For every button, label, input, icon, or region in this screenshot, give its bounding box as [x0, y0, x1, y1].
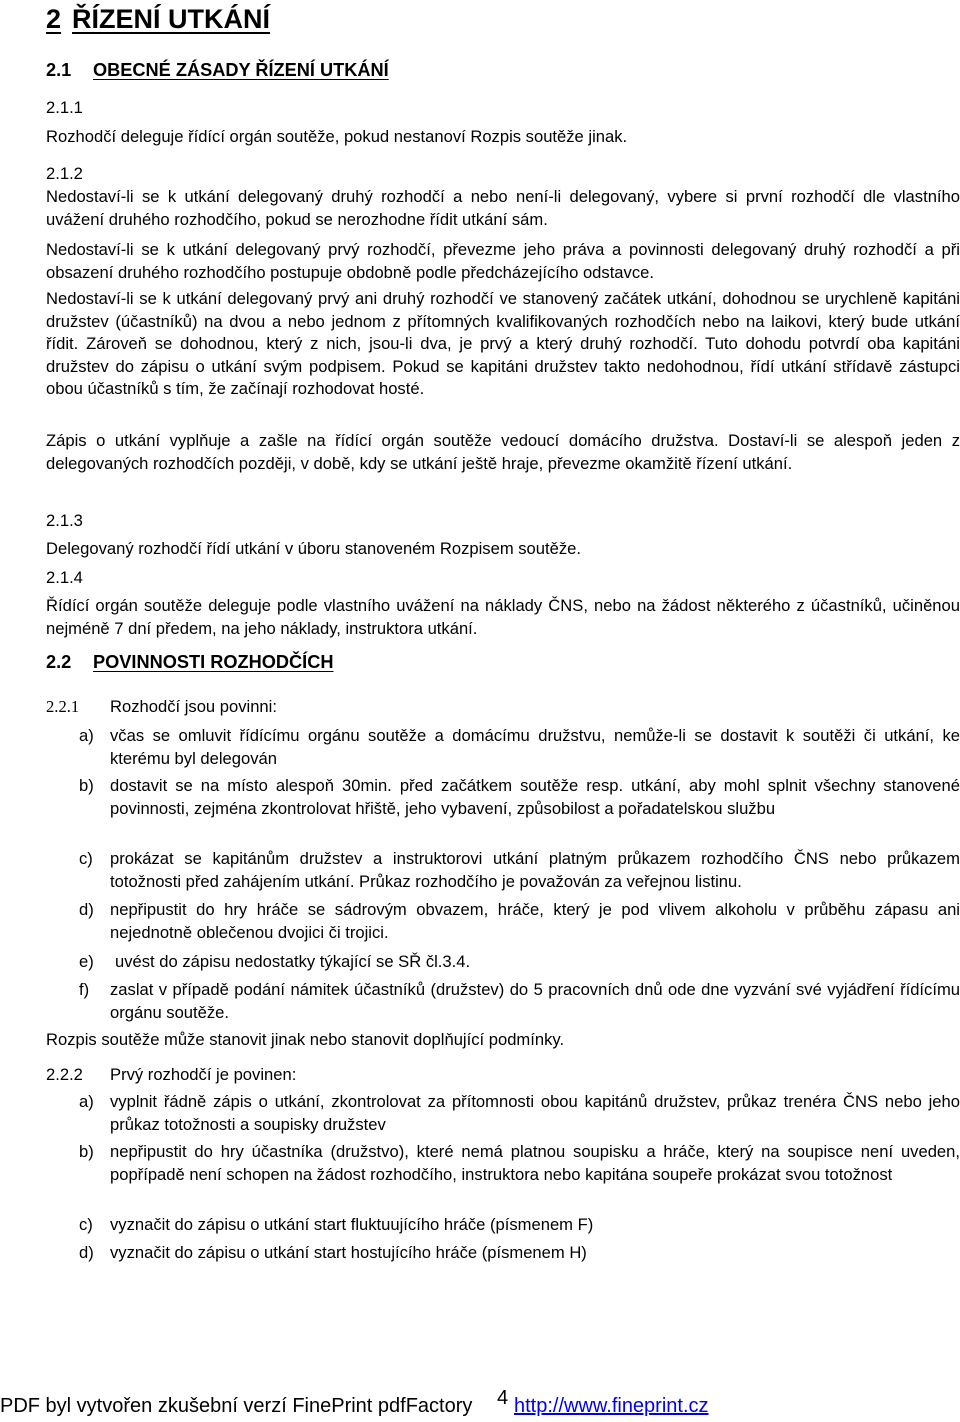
list-marker: e) [79, 952, 94, 971]
list-marker: c) [79, 849, 93, 868]
section-number: 2.1 [46, 60, 72, 80]
list-marker: a) [79, 1092, 94, 1111]
footer-text: PDF byl vytvořen zkušební verzí FinePrint pdfFactory [0, 1395, 473, 1417]
article-title: Rozhodčí jsou povinni: [110, 697, 277, 716]
article-number-2-1-3: 2.1.3 [46, 511, 83, 530]
list-item-text: zaslat v případě podání námitek účastníků (družstev) do 5 pracovních dnů ode dne vyzvání své vyjádření řídícímu orgánu soutěže. [110, 980, 960, 1022]
list-marker: f) [79, 980, 90, 999]
list-marker: c) [79, 1215, 93, 1234]
closing-note: Rozpis soutěže může stanovit jinak nebo stanovit doplňující podmínky. [46, 1030, 565, 1049]
article-text-2-1-1: Rozhodčí deleguje řídící orgán soutěže, pokud nestanoví Rozpis soutěže jinak. [46, 127, 628, 146]
list-item-text: vyznačit do zápisu o utkání start hostujícího hráče (písmenem H) [110, 1243, 587, 1262]
list-item-text: prokázat se kapitánům družstev a instruktorovi utkání platným průkazem rozhodčího ČNS nebo průkazem totožnosti před zahájením utkání. Průkaz rozhodčího je považován za veřejnou listinu. [110, 849, 960, 891]
article-heading-2-2-1 [46, 696, 960, 719]
article-paragraph: Nedostaví-li se k utkání delegovaný druhý rozhodčí a nebo není-li delegovaný, vybere si první rozhodčí dle vlastního uvážení druhého rozhodčího, pokud se nerozhodne řídit utkání sám. [46, 187, 960, 229]
list-marker: d) [79, 1243, 94, 1262]
article-text-2-1-4: Řídící orgán soutěže deleguje podle vlastního uvážení na náklady ČNS, nebo na žádost některého z účastníků, učiněnou nejméně 7 dní předem, na jeho náklady, instruktora utkání. [46, 596, 960, 638]
list-marker: a) [79, 726, 94, 745]
article-number-2-1-4: 2.1.4 [46, 568, 83, 587]
list-marker: b) [79, 1142, 94, 1161]
article-text-2-1-3: Delegovaný rozhodčí řídí utkání v úboru stanoveném Rozpisem soutěže. [46, 539, 581, 558]
list-item-text: dostavit se na místo alespoň 30min. před začátkem soutěže resp. utkání, aby mohl splnit všechny stanovené povinnosti, zejména zkontrolovat hřiště, jeho vybavení, způsobilost a pořadatelskou službu [110, 776, 960, 818]
section-title: POVINNOSTI ROZHODČÍCH [93, 652, 334, 672]
article-paragraph: Nedostaví-li se k utkání delegovaný prvý ani druhý rozhodčí ve stanovený začátek utkání, dohodnou se urychleně kapitáni družstev (účastníků) na dvou a nebo jednom z přítomných kvalifikovaných rozhodčích nebo na laikovi, který bude utkání řídit. Zároveň se dohodnou, který z nich, jsou-li dva, je prvý a který druhý rozhodčí. Tuto dohodu potvrdí oba kapitáni družstev do zápisu o utkání svým podpisem. Pokud se kapitáni družstev takto nedohodnou, řídí utkání střídavě zástupci obou účastníků s tím, že začínají rozhodovat hosté. [46, 289, 960, 398]
section-number: 2.2 [46, 652, 72, 672]
article-number: 2.2.2 [46, 1065, 83, 1084]
list-marker: b) [79, 776, 94, 795]
chapter-title: ŘÍZENÍ UTKÁNÍ [72, 4, 271, 34]
article-number: 2.2.1 [46, 697, 80, 716]
section-heading-2-1 [46, 58, 389, 82]
list-item-text: nepřipustit do hry účastníka (družstvo), které nemá platnou soupisku a hráče, který na soupisce není uveden, popřípadě není schopen na žádost rozhodčího, instruktora nebo kapitána soupeře prokázat svou totožnost [110, 1142, 960, 1184]
list-item-text: vyznačit do zápisu o utkání start fluktuujícího hráče (písmenem F) [110, 1215, 594, 1234]
fineprint-link[interactable]: http://www.fineprint.cz [514, 1395, 709, 1417]
chapter-heading [46, 2, 270, 36]
page-number: 4 [497, 1387, 509, 1409]
article-title: Prvý rozhodčí je povinen: [110, 1065, 297, 1084]
list-marker: d) [79, 900, 94, 919]
list-item-text: vyplnit řádně zápis o utkání, zkontrolovat za přítomnosti obou kapitánů družstev, průkaz trenéra ČNS nebo jeho průkaz totožnosti a soupisky družstev [110, 1092, 960, 1134]
article-number-2-1-2: 2.1.2 [46, 164, 83, 183]
article-heading-2-2-2 [46, 1064, 960, 1087]
article-paragraph: Nedostaví-li se k utkání delegovaný prvý rozhodčí, převezme jeho práva a povinnosti delegovaný druhý rozhodčí a při obsazení druhého rozhodčího postupuje obdobně podle předcházejícího odstavce. [46, 240, 960, 282]
list-item-text: nepřipustit do hry hráče se sádrovým obvazem, hráče, který je pod vlivem alkoholu v průběhu zápasu ani nejednotně oblečenou dvojici či trojici. [110, 900, 960, 942]
chapter-number: 2 [46, 4, 62, 34]
pdf-footer [0, 1387, 709, 1419]
article-paragraph: Zápis o utkání vyplňuje a zašle na řídící orgán soutěže vedoucí domácího družstva. Dostaví-li se alespoň jeden z delegovaných rozhodčích později, v době, kdy se utkání ještě hraje, převezme okamžitě řízení utkání. [46, 431, 960, 473]
article-number-2-1-1: 2.1.1 [46, 98, 83, 117]
list-item-text: včas se omluvit řídícímu orgánu soutěže a domácímu družstvu, nemůže-li se dostavit k soutěži či utkání, ke kterému byl delegován [110, 726, 960, 768]
list-item-text: uvést do zápisu nedostatky týkající se SŘ čl.3.4. [115, 952, 471, 971]
section-heading-2-2 [46, 650, 334, 674]
section-title: OBECNÉ ZÁSADY ŘÍZENÍ UTKÁNÍ [93, 60, 389, 80]
